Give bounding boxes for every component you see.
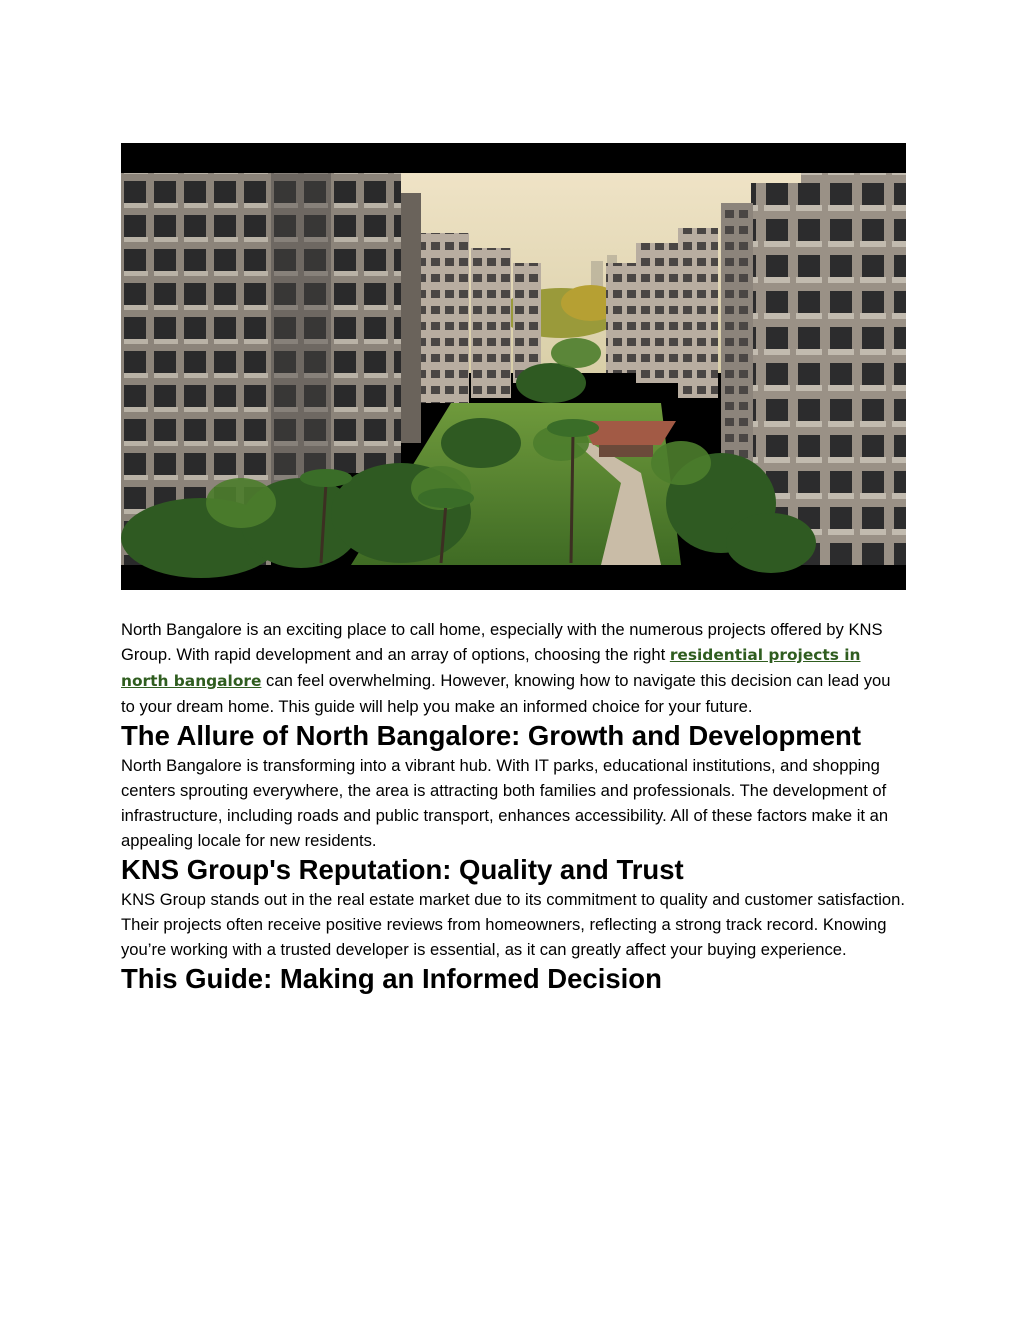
section-heading-allure: The Allure of North Bangalore: Growth and Development [121, 720, 862, 751]
building-mid-left [421, 233, 469, 403]
section-heading-guide: This Guide: Making an Informed Decision [121, 963, 662, 994]
residential-complex-illustration [121, 143, 906, 590]
residential-projects-link[interactable]: residential projects in north bangalore [121, 646, 861, 690]
section-body-reputation: KNS Group stands out in the real estate market due to its commitment to quality and customer satisfaction. Their projects often receive positive reviews from homeowners, reflecting a strong track record. Knowing you’re working with a trusted developer is essential, as it can greatly affect your buying experience. [121, 890, 905, 959]
section-body-allure: North Bangalore is transforming into a vibrant hub. With IT parks, educational institutions, and shopping centers sprouting everywhere, the area is attracting both families and professionals. The development of infrastructure, including roads and public transport, enhances accessibility. All of these factors make it an appealing locale for new residents. [121, 756, 889, 850]
building-mid-right [606, 263, 636, 373]
letterbox-top [121, 143, 906, 173]
document-page [121, 143, 906, 996]
intro-text-before: North Bangalore is an exciting place to call home, especially with the numerous projects offered by KNS Group. With rapid development and an array of options, choosing the right [121, 620, 883, 664]
hero-image [121, 143, 906, 590]
section-heading-reputation: KNS Group's Reputation: Quality and Trust [121, 854, 684, 885]
intro-text-after: can feel overwhelming. However, knowing how to navigate this decision can lead you to your dream home. This guide will help you make an informed choice for your future. [121, 671, 891, 716]
intro-paragraph [121, 617, 906, 719]
building-right-front [801, 173, 906, 565]
